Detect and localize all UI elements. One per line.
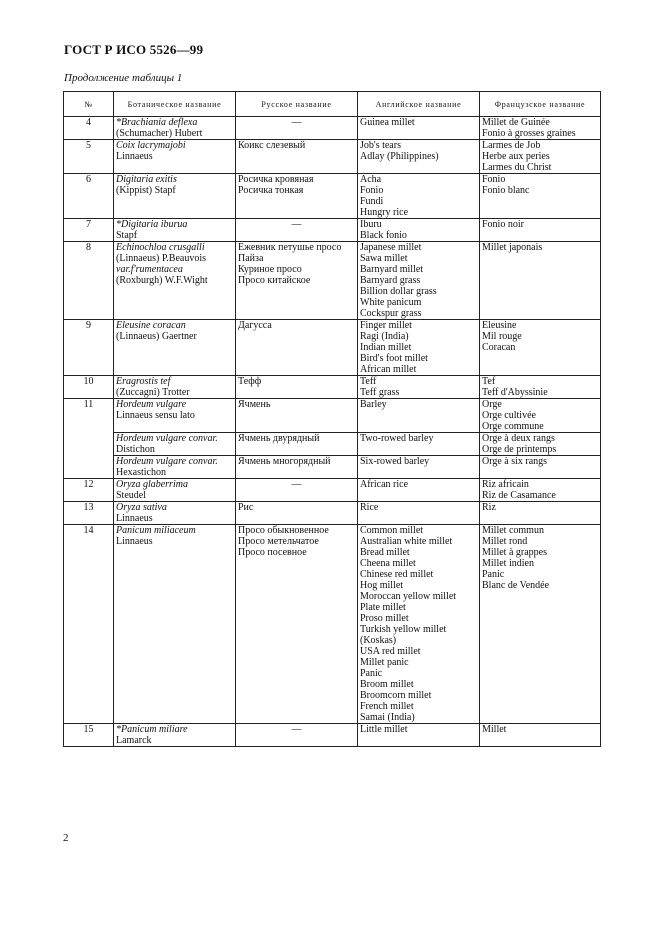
french-name-cell [480,174,601,219]
english-name-cell-line: Millet panic [360,657,409,668]
french-name-cell [480,320,601,376]
botanical-name-cell-line: Eragrostis tef [116,376,171,387]
english-name-cell [358,219,480,242]
botanical-name-cell [114,502,236,525]
botanical-name-cell-line: Hordeum vulgare [116,399,187,410]
russian-name-cell [236,479,358,502]
botanical-name-cell [114,376,236,399]
english-name-cell-line: USA red millet [360,646,421,657]
russian-name-cell-line: Росичка тонкая [238,185,304,196]
english-name-cell [358,320,480,376]
english-name-cell-line: Barnyard grass [360,275,421,286]
english-name-cell-line: Rice [360,502,379,513]
english-name-cell-line: Australian white millet [360,536,453,547]
english-name-cell-line: Iburu [360,219,382,230]
russian-name-cell [236,219,358,242]
botanical-name-cell [114,219,236,242]
table-row [64,242,601,320]
french-name-cell-line: Millet rond [482,536,528,547]
french-name-cell-line: Mil rouge [482,331,522,342]
botanical-name-cell-line: Linnaeus sensu lato [116,410,195,421]
russian-name-cell-line: Дагусса [238,320,272,331]
english-name-cell-line: Samai (India) [360,712,415,723]
table-row [64,140,601,174]
russian-name-cell [236,140,358,174]
russian-name-cell [236,376,358,399]
russian-name-cell-line: — [291,117,302,128]
botanical-name-cell [114,117,236,140]
botanical-name-cell-line: var.f'rumentacea [116,264,183,275]
french-name-cell [480,376,601,399]
english-name-cell-line: African rice [360,479,409,490]
english-name-cell-line: Cockspur grass [360,308,422,319]
botanical-name-cell-line: (Schumacher) Hubert [116,128,203,139]
botanical-name-cell-line: (Zuccagni) Trotter [116,387,190,398]
english-name-cell [358,525,480,724]
french-name-cell [480,724,601,747]
french-name-cell [480,219,601,242]
botanical-name-cell-line: Stapf [116,230,138,241]
botanical-name-cell-line: (Linnaeus) P.Beauvois [116,253,206,264]
botanical-name-cell [114,242,236,320]
english-name-cell-line: Sawa millet [360,253,408,264]
russian-name-cell-line: Росичка кровяная [238,174,314,185]
russian-name-cell [236,242,358,320]
french-name-cell-line: Fonio blanc [482,185,530,196]
english-name-cell-line: Fonio [360,185,384,196]
french-name-cell-line: Larmes de Job [482,140,541,151]
english-name-cell-line: Broomcorn millet [360,690,432,701]
french-name-cell-line: Orge cultivée [482,410,536,421]
english-name-cell [358,724,480,747]
russian-name-cell-line: Рис [238,502,254,513]
english-name-cell [358,502,480,525]
english-name-cell-line: Moroccan yellow millet [360,591,457,602]
french-name-cell-line: Orge [482,399,502,410]
russian-name-cell-line: Тефф [238,376,262,387]
botanical-name-cell-line: *Brachiania deflexa [116,117,198,128]
english-name-cell-line: Bread millet [360,547,410,558]
english-name-cell [358,117,480,140]
english-name-cell [358,433,480,456]
botanical-name-cell [114,525,236,724]
english-name-cell-line: Barley [360,399,387,410]
english-name-cell [358,140,480,174]
english-name-cell-line: Six-rowed barley [360,456,430,467]
crop-names-table [63,91,601,747]
row-number-cell: 15 [64,724,114,747]
french-name-cell-line: Millet à grappes [482,547,547,558]
russian-name-cell [236,525,358,724]
russian-name-cell [236,502,358,525]
english-name-cell-line: Panic [360,668,383,679]
botanical-name-cell [114,140,236,174]
french-name-cell-line: Coracan [482,342,516,353]
column-header-russian: Русское название [236,92,358,117]
french-name-cell-line: Riz africain [482,479,529,490]
french-name-cell-line: Orge commune [482,421,544,432]
french-name-cell-line: Millet [482,724,507,735]
row-number-cell: 10 [64,376,114,399]
english-name-cell-line: (Koskas) [360,635,397,646]
english-name-cell-line: Common millet [360,525,424,536]
russian-name-cell [236,724,358,747]
french-name-cell-line: Blanc de Vendée [482,580,550,591]
english-name-cell [358,479,480,502]
french-name-cell-line: Fonio à grosses graines [482,128,576,139]
english-name-cell-line: Finger millet [360,320,412,331]
english-name-cell [358,376,480,399]
botanical-name-cell-line: Distichon [116,444,155,455]
english-name-cell-line: Cheena millet [360,558,416,569]
russian-name-cell-line: Ячмень двурядный [238,433,320,444]
english-name-cell-line: Teff grass [360,387,400,398]
english-name-cell-line: Barnyard millet [360,264,424,275]
botanical-name-cell-line: Steudel [116,490,146,501]
french-name-cell [480,140,601,174]
english-name-cell-line: Broom millet [360,679,414,690]
botanical-name-cell-line: Eleusine coracan [116,320,186,331]
russian-name-cell [236,433,358,456]
russian-name-cell [236,320,358,376]
page-number: 2 [63,832,69,844]
english-name-cell [358,242,480,320]
russian-name-cell-line: Ячмень [238,399,271,410]
botanical-name-cell-line: (Linnaeus) Gaertner [116,331,197,342]
table-row [64,174,601,219]
english-name-cell-line: Hog millet [360,580,404,591]
french-name-cell [480,117,601,140]
english-name-cell-line: Two-rowed barley [360,433,434,444]
french-name-cell [480,479,601,502]
english-name-cell-line: Indian millet [360,342,412,353]
botanical-name-cell [114,479,236,502]
row-number-cell: 11 [64,399,114,479]
english-name-cell-line: Acha [360,174,382,185]
french-name-cell-line: Eleusine [482,320,517,331]
botanical-name-cell-line: Oryza sativa [116,502,167,513]
table-row [64,376,601,399]
table-row [64,479,601,502]
column-header-number: № [64,92,114,117]
russian-name-cell [236,456,358,479]
botanical-name-cell [114,399,236,433]
french-name-cell-line: Tef [482,376,496,387]
table-row [64,502,601,525]
botanical-name-cell [114,433,236,456]
french-name-cell [480,456,601,479]
botanical-name-cell-line: Linnaeus [116,151,153,162]
row-number-cell: 12 [64,479,114,502]
english-name-cell-line: Ragi (India) [360,331,409,342]
row-number-cell: 7 [64,219,114,242]
russian-name-cell-line: Ячмень многорядный [238,456,331,467]
french-name-cell [480,525,601,724]
english-name-cell-line: Bird's foot millet [360,353,428,364]
english-name-cell [358,174,480,219]
french-name-cell-line: Riz de Casamance [482,490,556,501]
column-header-botanical: Ботаническое название [114,92,236,117]
english-name-cell-line: Adlay (Philippines) [360,151,439,162]
english-name-cell [358,456,480,479]
column-header-french: Французское название [480,92,601,117]
french-name-cell [480,433,601,456]
document-title: ГОСТ Р ИСО 5526—99 [64,42,204,57]
row-number-cell: 8 [64,242,114,320]
table-row [64,456,601,479]
botanical-name-cell-line: *Digitaria iburua [116,219,188,230]
english-name-cell-line: African millet [360,364,417,375]
french-name-cell-line: Orge de printemps [482,444,557,455]
row-number-cell: 9 [64,320,114,376]
russian-name-cell-line: Коикс слезевый [238,140,306,151]
row-number-cell: 6 [64,174,114,219]
botanical-name-cell [114,724,236,747]
russian-name-cell-line: Просо посевное [238,547,307,558]
english-name-cell-line: Japanese millet [360,242,422,253]
botanical-name-cell-line: Lamarck [116,735,152,746]
french-name-cell-line: Millet japonais [482,242,543,253]
botanical-name-cell-line: Linnaeus [116,513,153,524]
table-row [64,117,601,140]
russian-name-cell [236,117,358,140]
botanical-name-cell-line: Echinochloa crusgalli [116,242,205,253]
english-name-cell-line: Proso millet [360,613,409,624]
english-name-cell-line: Hungry rice [360,207,409,218]
french-name-cell-line: Fonio noir [482,219,524,230]
french-name-cell-line: Fonio [482,174,506,185]
french-name-cell-line: Panic [482,569,505,580]
french-name-cell-line: Millet de Guinée [482,117,550,128]
russian-name-cell-line: — [291,479,302,490]
english-name-cell-line: Fundi [360,196,384,207]
russian-name-cell [236,399,358,433]
botanical-name-cell-line: *Panicum miliare [116,724,188,735]
botanical-name-cell-line: Hordeum vulgare convar. [116,433,218,444]
botanical-name-cell [114,174,236,219]
botanical-name-cell-line: Coix lacrymajobi [116,140,186,151]
botanical-name-cell-line: Panicum miliaceum [116,525,196,536]
english-name-cell-line: Job's tears [360,140,401,151]
english-name-cell-line: Billion dollar grass [360,286,437,297]
table-row [64,219,601,242]
french-name-cell [480,242,601,320]
botanical-name-cell-line: Linnaeus [116,536,153,547]
row-number-cell: 5 [64,140,114,174]
french-name-cell-line: Millet indien [482,558,534,569]
french-name-cell-line: Riz [482,502,496,513]
botanical-name-cell-line: Digitaria exitis [116,174,177,185]
botanical-name-cell-line: Oryza glaberrima [116,479,188,490]
english-name-cell-line: Chinese red millet [360,569,434,580]
column-header-english: Английское название [358,92,480,117]
russian-name-cell-line: Просо обыкновенное [238,525,329,536]
botanical-name-cell [114,456,236,479]
french-name-cell [480,399,601,433]
english-name-cell-line: White panicum [360,297,422,308]
russian-name-cell-line: Просо китайское [238,275,311,286]
botanical-name-cell-line: Hexastichon [116,467,166,478]
row-number-cell: 14 [64,525,114,724]
english-name-cell-line: Plate millet [360,602,406,613]
table-row [64,525,601,724]
table-row [64,433,601,456]
botanical-name-cell-line: Hordeum vulgare convar. [116,456,218,467]
russian-name-cell-line: Ежевник петушье просо [238,242,342,253]
english-name-cell-line: Little millet [360,724,408,735]
russian-name-cell-line: — [291,724,302,735]
table-row [64,399,601,433]
table-header-row [64,92,601,117]
table-continuation-caption: Продолжение таблицы 1 [64,72,183,84]
table-body [64,117,601,747]
russian-name-cell [236,174,358,219]
botanical-name-cell-line: (Kippist) Stapf [116,185,176,196]
english-name-cell-line: Black fonio [360,230,407,241]
english-name-cell-line: Teff [360,376,377,387]
english-name-cell [358,399,480,433]
russian-name-cell-line: Пайза [238,253,264,264]
botanical-name-cell [114,320,236,376]
french-name-cell-line: Millet commun [482,525,544,536]
russian-name-cell-line: Куриное просо [238,264,302,275]
french-name-cell [480,502,601,525]
russian-name-cell-line: — [291,219,302,230]
english-name-cell-line: French millet [360,701,414,712]
table-row [64,320,601,376]
french-name-cell-line: Teff d'Abyssinie [482,387,548,398]
table-row [64,724,601,747]
botanical-name-cell-line: (Roxburgh) W.F.Wight [116,275,208,286]
french-name-cell-line: Herbe aux peries [482,151,550,162]
french-name-cell-line: Orge à six rangs [482,456,548,467]
english-name-cell-line: Guinea millet [360,117,415,128]
english-name-cell-line: Turkish yellow millet [360,624,447,635]
french-name-cell-line: Orge à deux rangs [482,433,555,444]
russian-name-cell-line: Просо метельчатое [238,536,319,547]
row-number-cell: 13 [64,502,114,525]
row-number-cell: 4 [64,117,114,140]
french-name-cell-line: Larmes du Christ [482,162,552,173]
